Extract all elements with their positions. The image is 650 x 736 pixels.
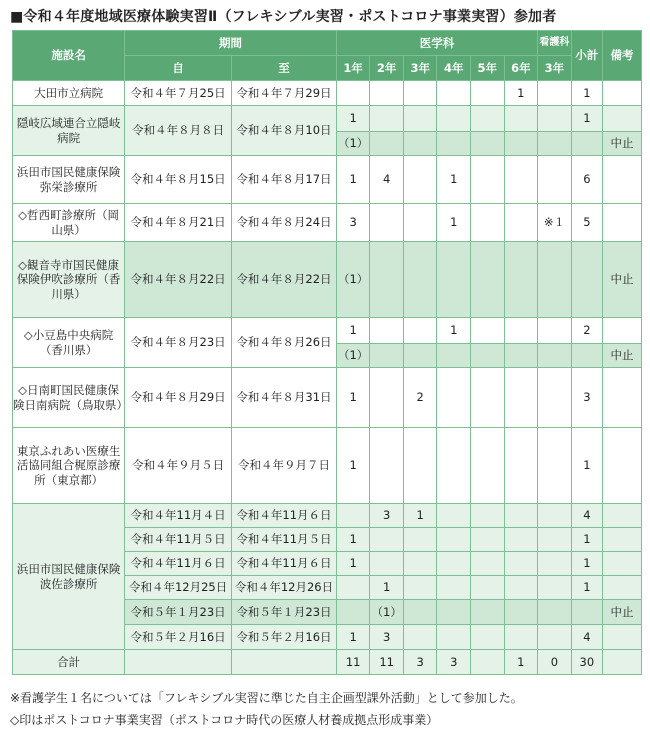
remarks-cell (603, 552, 642, 576)
count-cell: （1） (336, 344, 370, 368)
total-count-cell: 11 (370, 650, 404, 675)
count-cell (471, 242, 505, 318)
count-cell (336, 81, 370, 106)
total-date-to (232, 650, 337, 675)
count-cell (403, 600, 437, 625)
count-cell: 1 (336, 156, 370, 204)
total-count-cell: 0 (538, 650, 572, 675)
count-cell (471, 156, 505, 204)
table-row (13, 428, 642, 504)
count-cell (336, 600, 370, 625)
total-label: 合計 (13, 650, 125, 675)
count-cell (538, 428, 572, 504)
count-cell (370, 106, 404, 132)
remarks-cell: 中止 (603, 344, 642, 368)
count-cell (538, 132, 572, 156)
date-to-cell: 令和４年８月26日 (232, 318, 337, 368)
date-from-cell: 令和４年８月29日 (125, 368, 232, 428)
count-cell (538, 625, 572, 650)
facility-cell: 大田市立病院 (13, 81, 125, 106)
subtotal-cell (571, 132, 602, 156)
count-cell (370, 368, 404, 428)
facility-cell: 隠岐広域連合立隠岐病院 (13, 106, 125, 156)
count-cell: （1） (336, 132, 370, 156)
count-cell (504, 106, 538, 132)
date-from-cell: 令和５年２月16日 (125, 625, 232, 650)
count-cell (471, 81, 505, 106)
subtotal-cell: 5 (571, 204, 602, 242)
count-cell (437, 625, 471, 650)
count-cell: 1 (336, 106, 370, 132)
remarks-cell (603, 576, 642, 600)
table-row (13, 204, 642, 242)
total-count-cell: 3 (403, 650, 437, 675)
subtotal-cell: 4 (571, 625, 602, 650)
facility-cell: ◇哲西町診療所（岡山県） (13, 204, 125, 242)
subtotal-cell: 2 (571, 318, 602, 344)
count-cell: 1 (437, 204, 471, 242)
remarks-cell: 中止 (603, 242, 642, 318)
count-cell: （1） (370, 600, 404, 625)
subtotal-cell: 1 (571, 81, 602, 106)
header-year-2: 2年 (370, 56, 404, 81)
count-cell (504, 132, 538, 156)
date-to-cell: 令和４年11月６日 (232, 504, 337, 528)
count-cell: 1 (336, 625, 370, 650)
table-row (13, 368, 642, 428)
count-cell (437, 368, 471, 428)
count-cell (538, 242, 572, 318)
date-from-cell: 令和４年８月８日 (125, 106, 232, 156)
count-cell (538, 106, 572, 132)
count-cell (437, 552, 471, 576)
subtotal-cell: 6 (571, 156, 602, 204)
count-cell (538, 344, 572, 368)
total-remarks (603, 650, 642, 675)
header-year-5: 5年 (471, 56, 505, 81)
header-year-4: 4年 (437, 56, 471, 81)
count-cell (504, 504, 538, 528)
count-cell (471, 106, 505, 132)
count-cell (471, 528, 505, 552)
count-cell (437, 132, 471, 156)
count-cell (403, 625, 437, 650)
count-cell (437, 81, 471, 106)
header-year-6: 6年 (504, 56, 538, 81)
count-cell: 1 (437, 318, 471, 344)
count-cell (504, 625, 538, 650)
count-cell (336, 504, 370, 528)
facility-cell: ◇日南町国民健康保険日南病院（鳥取県） (13, 368, 125, 428)
count-cell (403, 242, 437, 318)
count-cell (504, 528, 538, 552)
count-cell (403, 318, 437, 344)
subtotal-cell: 1 (571, 428, 602, 504)
count-cell (437, 504, 471, 528)
count-cell: 1 (370, 576, 404, 600)
count-cell: 1 (336, 368, 370, 428)
subtotal-cell (571, 242, 602, 318)
remarks-cell (603, 204, 642, 242)
count-cell (336, 576, 370, 600)
date-to-cell: 令和４年９月７日 (232, 428, 337, 504)
count-cell (471, 318, 505, 344)
count-cell: 4 (370, 156, 404, 204)
subtotal-cell (571, 344, 602, 368)
count-cell: 3 (370, 504, 404, 528)
table-row (13, 242, 642, 318)
subtotal-cell: 3 (571, 368, 602, 428)
remarks-cell (603, 318, 642, 344)
date-from-cell: 令和４年11月４日 (125, 504, 232, 528)
count-cell (370, 552, 404, 576)
total-subtotal: 30 (571, 650, 602, 675)
total-count-cell: 3 (437, 650, 471, 675)
date-from-cell: 令和４年11月５日 (125, 528, 232, 552)
count-cell (538, 600, 572, 625)
remarks-cell (603, 368, 642, 428)
count-cell: 1 (336, 528, 370, 552)
count-cell (538, 504, 572, 528)
date-from-cell: 令和４年８月15日 (125, 156, 232, 204)
remarks-cell (603, 428, 642, 504)
count-cell (437, 344, 471, 368)
count-cell (538, 156, 572, 204)
count-cell: （1） (336, 242, 370, 318)
remarks-cell: 中止 (603, 600, 642, 625)
date-to-cell: 令和４年８月31日 (232, 368, 337, 428)
remarks-cell (603, 81, 642, 106)
remarks-cell (603, 106, 642, 132)
total-count-cell: 11 (336, 650, 370, 675)
date-to-cell: 令和４年11月６日 (232, 552, 337, 576)
count-cell (471, 204, 505, 242)
remarks-cell (603, 528, 642, 552)
count-cell (370, 242, 404, 318)
count-cell (538, 318, 572, 344)
date-to-cell: 令和４年８月24日 (232, 204, 337, 242)
count-cell (471, 344, 505, 368)
date-to-cell: 令和４年８月17日 (232, 156, 337, 204)
date-to-cell: 令和５年２月16日 (232, 625, 337, 650)
count-cell (504, 318, 538, 344)
date-from-cell: 令和４年８月23日 (125, 318, 232, 368)
count-cell: 1 (336, 552, 370, 576)
count-cell (403, 552, 437, 576)
count-cell (437, 428, 471, 504)
header-from: 自 (125, 56, 232, 81)
facility-cell: 浜田市国民健康保険弥栄診療所 (13, 156, 125, 204)
count-cell (471, 504, 505, 528)
total-date-from (125, 650, 232, 675)
count-cell (370, 81, 404, 106)
date-from-cell: 令和５年１月23日 (125, 600, 232, 625)
header-remarks: 備考 (603, 31, 642, 81)
header-facility: 施設名 (13, 31, 125, 81)
count-cell (370, 344, 404, 368)
header-period: 期間 (125, 31, 337, 56)
total-count-cell (471, 650, 505, 675)
count-cell (504, 576, 538, 600)
count-cell: 1 (504, 81, 538, 106)
count-cell (471, 576, 505, 600)
page-title: ■令和４年度地域医療体験実習Ⅱ（フレキシブル実習・ポストコロナ事業実習）参加者 (10, 9, 557, 25)
date-to-cell: 令和５年１月23日 (232, 600, 337, 625)
facility-cell: ◇観音寺市国民健康保険伊吹診療所（香川県） (13, 242, 125, 318)
count-cell (370, 132, 404, 156)
table-row (13, 156, 642, 204)
subtotal-cell: 1 (571, 528, 602, 552)
date-to-cell: 令和４年８月22日 (232, 242, 337, 318)
count-cell (437, 242, 471, 318)
header-year-3: 3年 (403, 56, 437, 81)
footnote-nursing: ※看護学生１名については「フレキシブル実習に準じた自主企画型課外活動」として参加した。 (10, 691, 523, 705)
count-cell (504, 344, 538, 368)
date-to-cell: 令和４年12月26日 (232, 576, 337, 600)
facility-cell: 東京ふれあい医療生活協同組合梶原診療所（東京都） (13, 428, 125, 504)
count-cell (403, 528, 437, 552)
date-to-cell: 令和４年７月29日 (232, 81, 337, 106)
count-cell: 1 (336, 428, 370, 504)
count-cell (471, 600, 505, 625)
count-cell (403, 132, 437, 156)
date-from-cell: 令和４年８月21日 (125, 204, 232, 242)
date-to-cell: 令和４年８月10日 (232, 106, 337, 156)
count-cell (538, 81, 572, 106)
count-cell (471, 552, 505, 576)
count-cell: 3 (370, 625, 404, 650)
count-cell (403, 204, 437, 242)
header-subtotal: 小計 (571, 31, 602, 81)
count-cell: 1 (403, 504, 437, 528)
remarks-cell (603, 156, 642, 204)
count-cell (538, 528, 572, 552)
count-cell (437, 106, 471, 132)
subtotal-cell (571, 600, 602, 625)
count-cell (504, 600, 538, 625)
date-to-cell: 令和４年11月５日 (232, 528, 337, 552)
count-cell (504, 156, 538, 204)
count-cell (504, 428, 538, 504)
count-cell (403, 81, 437, 106)
count-cell (403, 576, 437, 600)
total-count-cell: 1 (504, 650, 538, 675)
footnote-postcorona: ◇印はポストコロナ事業実習（ポストコロナ時代の医療人材養成拠点形成事業） (10, 713, 439, 727)
count-cell (504, 368, 538, 428)
count-cell (403, 428, 437, 504)
count-cell (504, 552, 538, 576)
facility-cell: 浜田市国民健康保険波佐診療所 (13, 504, 125, 650)
total-row (13, 650, 642, 675)
count-cell (370, 428, 404, 504)
subtotal-cell: 1 (571, 576, 602, 600)
count-cell (370, 528, 404, 552)
subtotal-cell: 4 (571, 504, 602, 528)
header-year-1: 1年 (336, 56, 370, 81)
count-cell: ※１ (538, 204, 572, 242)
table-row (13, 106, 642, 132)
facility-cell: ◇小豆島中央病院（香川県） (13, 318, 125, 368)
count-cell (504, 242, 538, 318)
count-cell (471, 625, 505, 650)
count-cell (471, 132, 505, 156)
table-row (13, 318, 642, 344)
count-cell: 1 (336, 318, 370, 344)
participants-table (12, 30, 642, 675)
date-from-cell: 令和４年７月25日 (125, 81, 232, 106)
count-cell (403, 344, 437, 368)
table-row (13, 81, 642, 106)
remarks-cell (603, 625, 642, 650)
date-from-cell: 令和４年９月５日 (125, 428, 232, 504)
count-cell (538, 576, 572, 600)
count-cell (437, 528, 471, 552)
count-cell: 1 (437, 156, 471, 204)
header-nursing: 看護科 (538, 31, 572, 56)
date-from-cell: 令和４年12月25日 (125, 576, 232, 600)
count-cell (370, 318, 404, 344)
count-cell (370, 204, 404, 242)
subtotal-cell: 1 (571, 552, 602, 576)
count-cell (403, 156, 437, 204)
count-cell (437, 600, 471, 625)
count-cell (403, 106, 437, 132)
count-cell: 3 (336, 204, 370, 242)
header-nursing-year: 3年 (538, 56, 572, 81)
subtotal-cell: 1 (571, 106, 602, 132)
count-cell (504, 204, 538, 242)
header-medical: 医学科 (336, 31, 537, 56)
remarks-cell: 中止 (603, 132, 642, 156)
count-cell (538, 552, 572, 576)
count-cell (471, 428, 505, 504)
table-row (13, 504, 642, 528)
header-to: 至 (232, 56, 337, 81)
count-cell (437, 576, 471, 600)
date-from-cell: 令和４年11月６日 (125, 552, 232, 576)
count-cell (538, 368, 572, 428)
remarks-cell (603, 504, 642, 528)
count-cell (471, 368, 505, 428)
date-from-cell: 令和４年８月22日 (125, 242, 232, 318)
count-cell: 2 (403, 368, 437, 428)
